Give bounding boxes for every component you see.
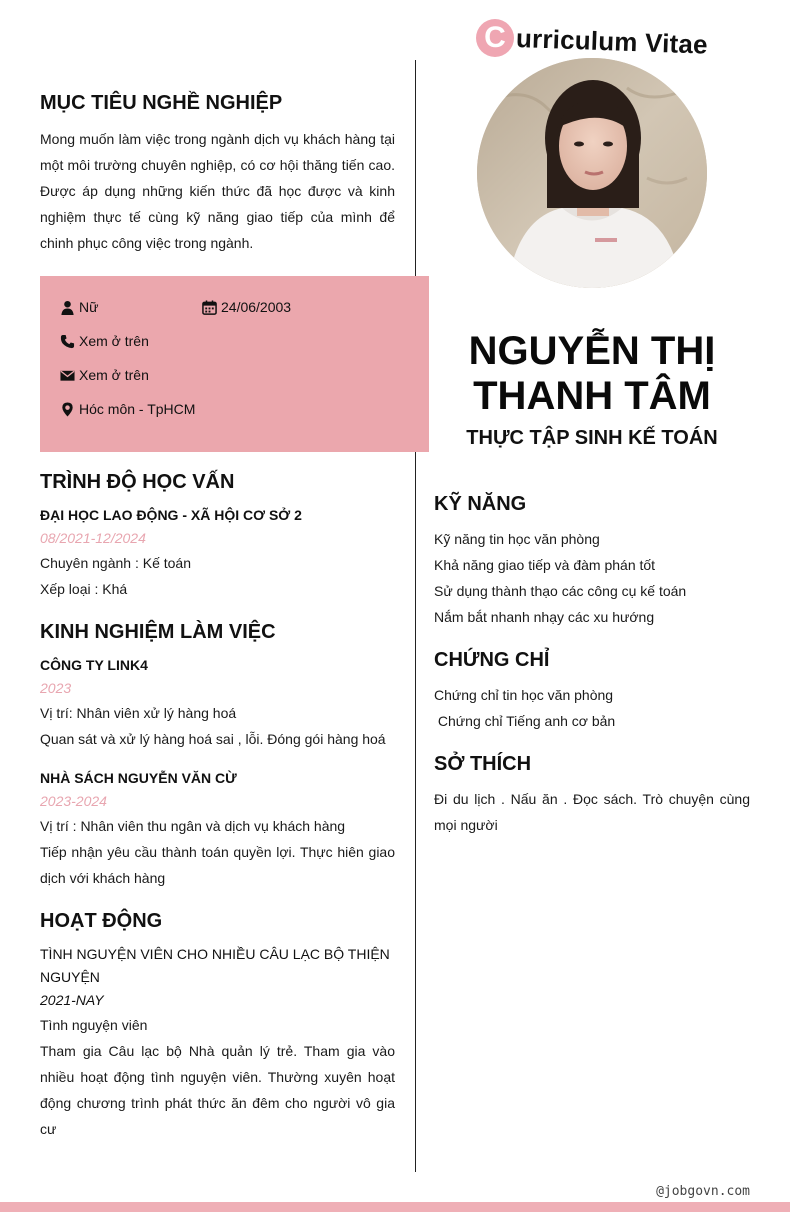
info-phone: [60, 333, 149, 349]
certificate-item: Chứng chỉ Tiếng anh cơ bản: [434, 713, 616, 729]
skills-heading: KỸ NĂNG: [434, 493, 527, 515]
education-period: 08/2021-12/2024: [40, 530, 146, 546]
full-name-line2: THANH TÂM: [473, 374, 711, 418]
person-icon: [60, 300, 75, 315]
activities-heading: HOẠT ĐỘNG: [40, 910, 163, 932]
info-address: [60, 401, 195, 417]
email-value: Xem ở trên: [79, 367, 149, 383]
personal-info-box: [40, 276, 429, 452]
job-period: 2023: [40, 680, 72, 696]
hobbies-text: Đi du lịch . Nấu ăn . Đọc sách. Trò chuyện cùng mọi người: [434, 791, 750, 833]
gender-value: Nữ: [79, 299, 99, 315]
info-email: [60, 367, 149, 383]
experience-heading: KINH NGHIỆM LÀM VIỆC: [40, 621, 276, 643]
watermark: @jobgovn.com: [656, 1184, 750, 1199]
address-value: Hóc môn - TpHCM: [79, 401, 196, 417]
activity-title: TÌNH NGUYỆN VIÊN CHO NHIỀU CÂU LẠC BỘ THIỆN NGUYỆN: [40, 946, 390, 985]
objective-heading: MỤC TIÊU NGHỀ NGHIỆP: [40, 92, 283, 114]
skill-item: Khả năng giao tiếp và đàm phán tốt: [434, 557, 656, 573]
job-company: CÔNG TY LINK4: [40, 657, 148, 673]
hobbies-heading: SỞ THÍCH: [434, 753, 532, 775]
logo-initial: C: [476, 19, 514, 57]
info-gender: [60, 299, 98, 315]
phone-value: Xem ở trên: [79, 333, 149, 349]
education-grade: Xếp loại : Khá: [40, 581, 128, 597]
certificates-heading: CHỨNG CHỈ: [434, 649, 550, 671]
education-school: ĐẠI HỌC LAO ĐỘNG - XÃ HỘI CƠ SỞ 2: [40, 507, 302, 523]
certificate-item: Chứng chỉ tin học văn phòng: [434, 687, 614, 703]
location-pin-icon: [60, 402, 75, 417]
cv-logo: [476, 16, 708, 60]
profile-photo: [477, 58, 707, 288]
activity-role: Tình nguyện viên: [40, 1017, 148, 1033]
footer-bar: [0, 1202, 790, 1212]
job-position: Vị trí : Nhân viên thu ngân và dịch vụ khách hàng: [40, 818, 346, 834]
job-company: NHÀ SÁCH NGUYỄN VĂN CỪ: [40, 770, 237, 786]
job-description: Quan sát và xử lý hàng hoá sai , lỗi. Đóng gói hàng hoá: [40, 731, 386, 747]
education-major: Chuyên ngành : Kế toán: [40, 555, 192, 571]
skill-item: Nắm bắt nhanh nhạy các xu hướng: [434, 609, 655, 625]
job-description: Tiếp nhận yêu cầu thành toán quyền lợi. Thực hiên giao dịch với khách hàng: [40, 844, 395, 886]
profile-photo-illustration: [477, 58, 707, 288]
objective-text: Mong muốn làm việc trong ngành dịch vụ khách hàng tại một môi trường chuyên nghiệp, có cơ hội thăng tiến cao. Được áp dụng những kiến thức đã học được và kinh nghiệm thực tế cùng kỹ năng giao tiếp của mình để chinh phục công việc trong ngành.: [40, 131, 395, 251]
full-name-line1: NGUYỄN THỊ: [468, 329, 716, 373]
education-heading: TRÌNH ĐỘ HỌC VẤN: [40, 471, 235, 493]
job-position: Vị trí: Nhân viên xử lý hàng hoá: [40, 705, 237, 721]
mail-icon: [60, 368, 75, 383]
job-title: THỰC TẬP SINH KẾ TOÁN: [466, 427, 718, 449]
skill-item: Kỹ năng tin học văn phòng: [434, 531, 600, 547]
phone-icon: [60, 334, 75, 349]
activity-period: 2021-NAY: [40, 992, 104, 1008]
dob-value: 24/06/2003: [221, 299, 292, 315]
job-period: 2023-2024: [40, 793, 107, 809]
info-dob: [202, 299, 291, 315]
activity-description: Tham gia Câu lạc bộ Nhà quản lý trẻ. Tham gia vào nhiều hoạt động tình nguyện viên. Thường xuyên hoạt động chương trình phát thức ăn đêm cho người vô gia cư: [40, 1043, 395, 1137]
skill-item: Sử dụng thành thạo các công cụ kế toán: [434, 583, 687, 599]
calendar-icon: [202, 300, 217, 315]
logo-text: urriculum Vitae: [515, 22, 709, 60]
column-divider: [415, 60, 416, 1172]
